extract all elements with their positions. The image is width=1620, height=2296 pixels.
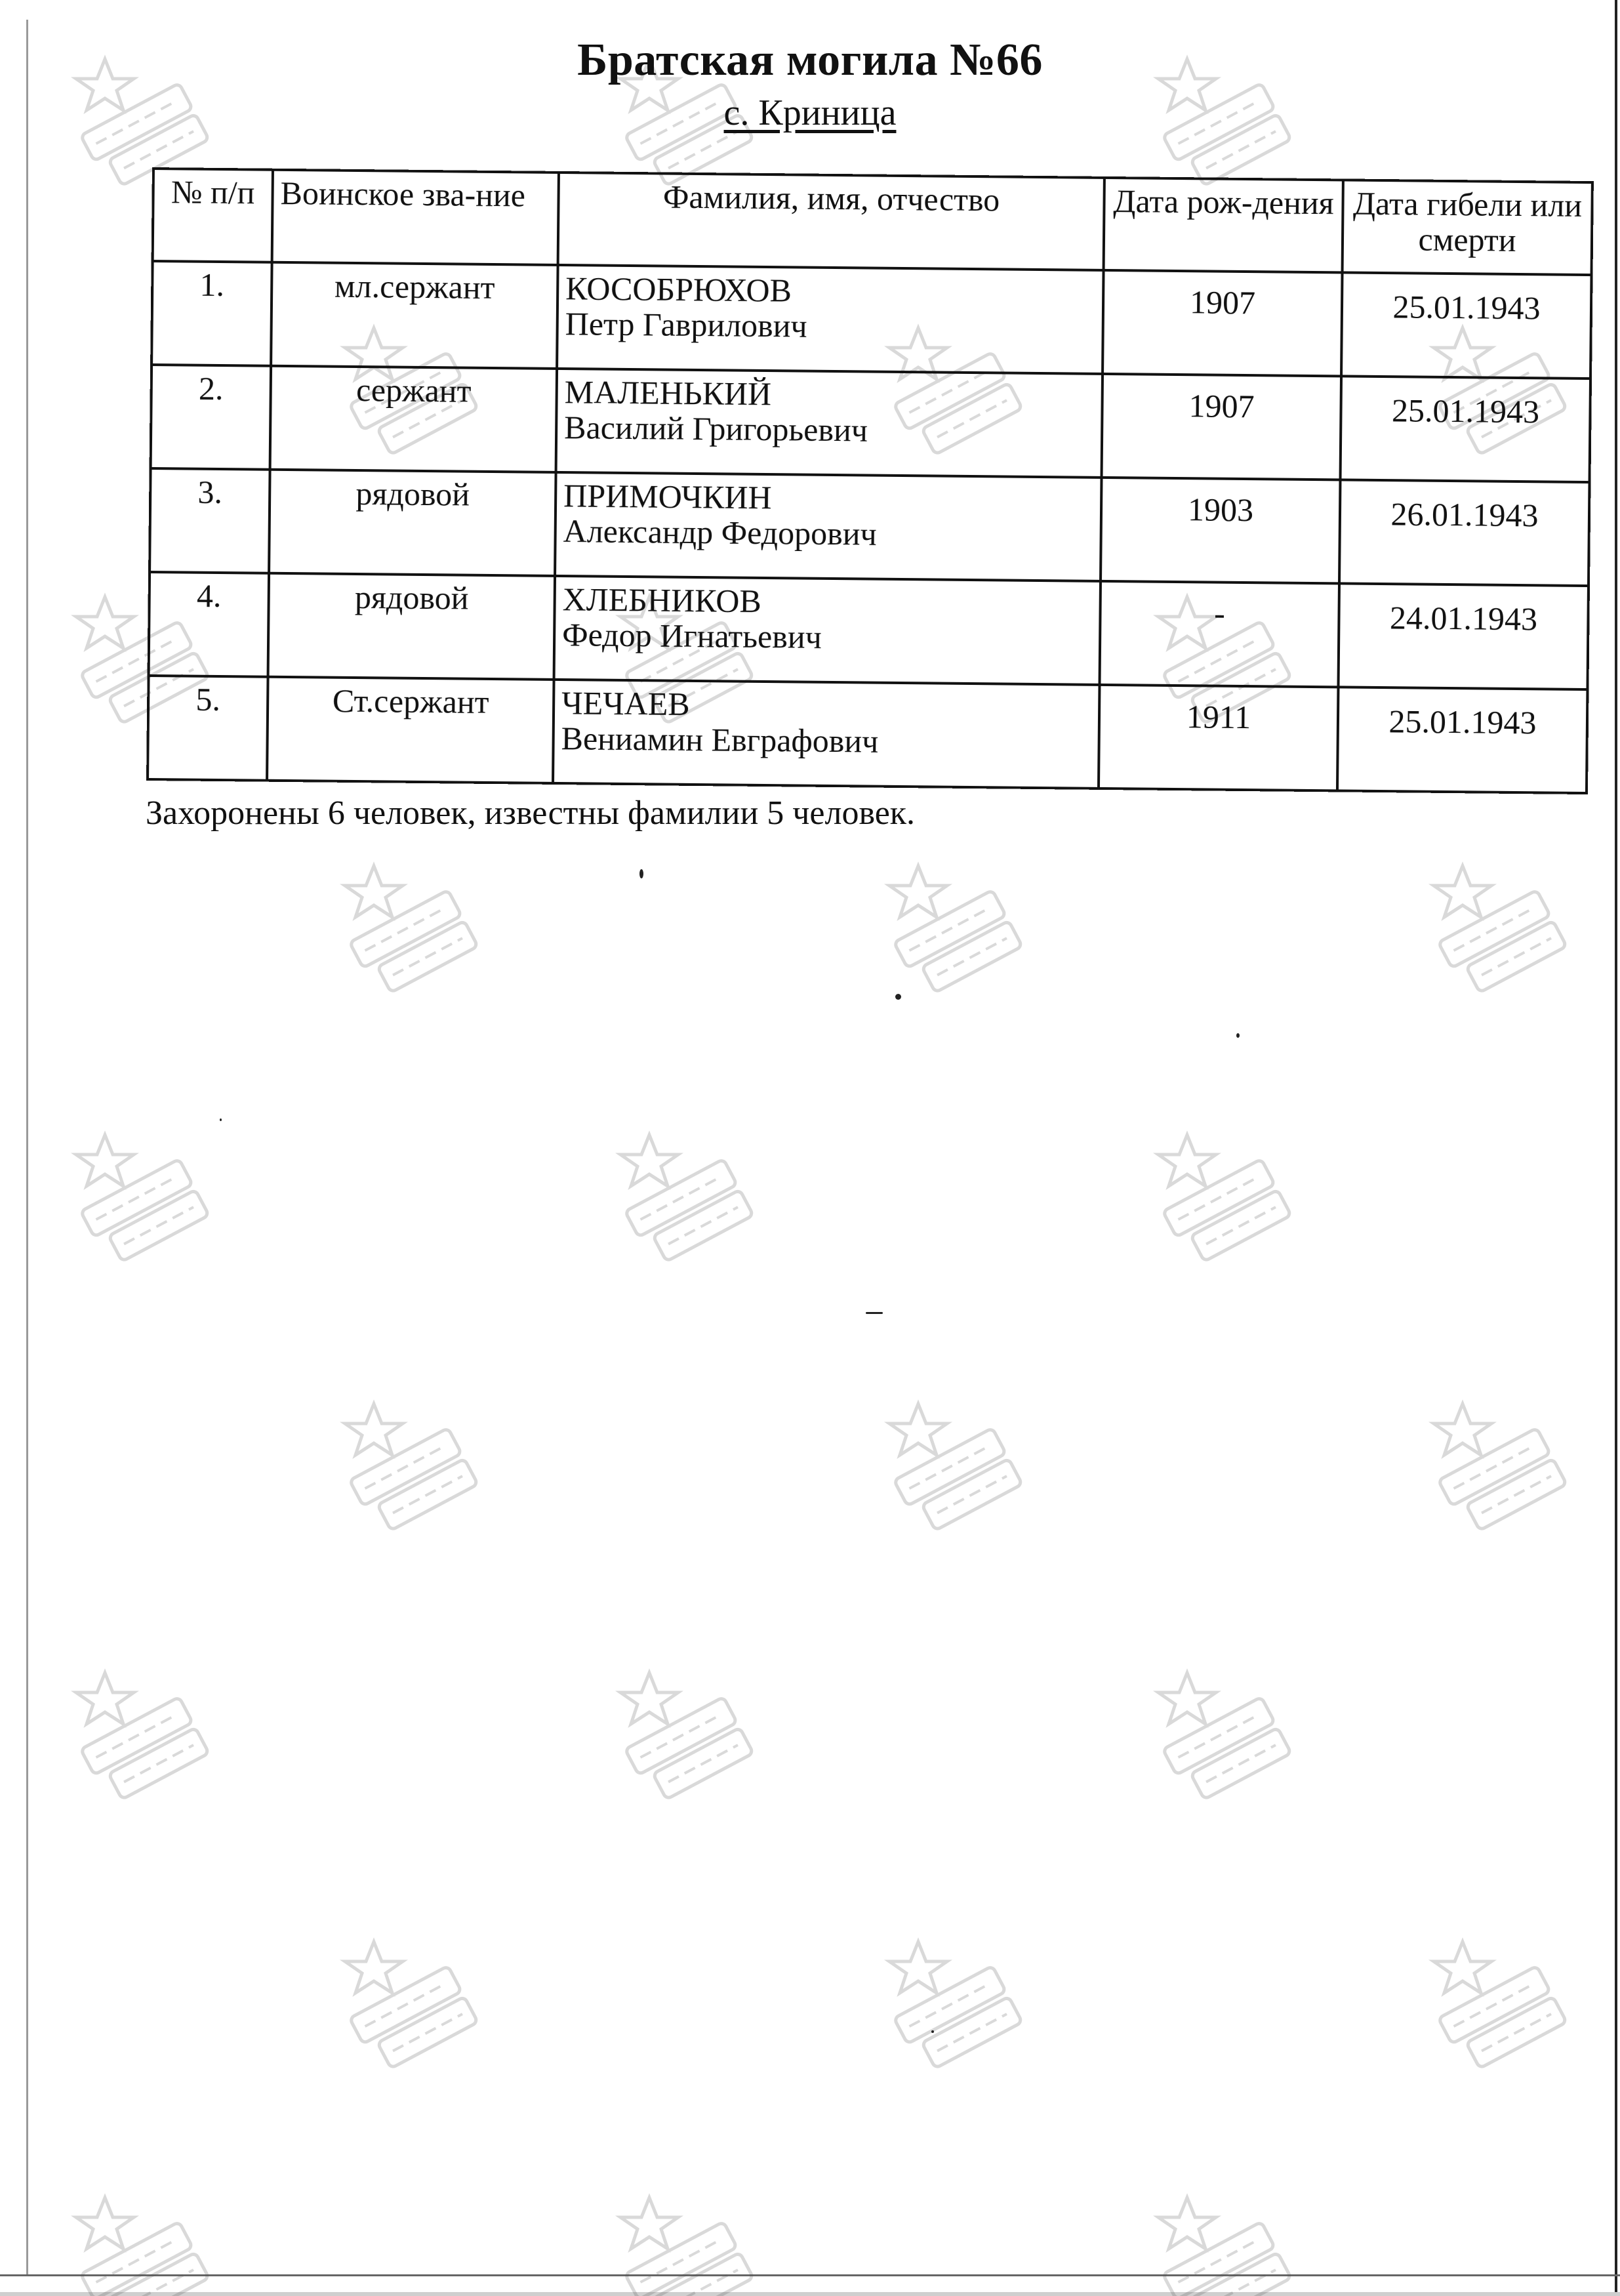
scan-speck: [931, 2030, 934, 2033]
location-subtitle: [0, 92, 1620, 134]
row-name: [555, 472, 1101, 581]
row-birth: -: [1099, 581, 1339, 687]
header-death: Дата гибели или смерти: [1343, 180, 1592, 275]
row-given-names: Александр Федорович: [563, 512, 877, 552]
row-surname: КОСОБРЮХОВ: [565, 270, 792, 309]
scan-edge-left: [26, 20, 28, 2276]
header-birth: Дата рож-дения: [1104, 178, 1343, 272]
row-given-names: Вениамин Евграфович: [561, 720, 879, 760]
row-death: 25.01.1943: [1337, 687, 1587, 793]
scan-edge-bottom-shade: [0, 2292, 1620, 2296]
row-given-names: Петр Гаврилович: [565, 305, 807, 344]
row-name: [553, 680, 1099, 789]
row-name: [554, 576, 1101, 685]
scan-speck: [1236, 1033, 1240, 1038]
row-given-names: Федор Игнатьевич: [561, 616, 822, 655]
scan-speck: [895, 994, 901, 1000]
row-birth: 1907: [1103, 270, 1343, 376]
header-rank: Воинское зва-ние: [272, 170, 559, 265]
row-rank: рядовой: [269, 470, 556, 576]
row-birth: 1911: [1099, 685, 1338, 790]
row-birth: 1907: [1102, 374, 1341, 480]
row-given-names: Василий Григорьевич: [563, 409, 868, 449]
scan-speck: [220, 1118, 222, 1121]
row-name: [556, 369, 1103, 478]
row-death: 25.01.1943: [1341, 376, 1590, 482]
table-row: [152, 261, 1591, 379]
page-title: Братская могила №66: [577, 35, 1043, 85]
row-surname: МАЛЕНЬКИЙ: [564, 373, 772, 413]
row-rank: Ст.сержант: [267, 677, 554, 783]
row-rank: мл.сержант: [271, 262, 557, 369]
row-death: 26.01.1943: [1339, 480, 1589, 586]
scan-speck: [866, 1312, 883, 1314]
row-num: 5.: [148, 676, 268, 781]
row-death: 24.01.1943: [1338, 583, 1588, 689]
row-surname: ХЛЕБНИКОВ: [562, 581, 762, 619]
row-surname: ЧЕЧАЕВ: [561, 684, 691, 722]
row-num: 1.: [152, 261, 272, 366]
scan-edge-bottom: [0, 2274, 1620, 2276]
table-row: [150, 468, 1589, 586]
row-num: 2.: [151, 365, 272, 470]
location-text: с. Криница: [723, 92, 897, 133]
scan-speck: [639, 869, 643, 878]
row-num: 4.: [149, 572, 270, 677]
scan-edge-right: [1615, 0, 1617, 2296]
burial-summary-note: Захоронены 6 человек, известны фамилии 5 человек.: [146, 794, 916, 832]
table-row: [151, 365, 1590, 482]
header-name: Фамилия, имя, отчество: [558, 173, 1104, 270]
table-row: [148, 676, 1587, 793]
row-birth: 1903: [1101, 478, 1341, 583]
burial-table: [146, 167, 1594, 794]
row-name: [557, 265, 1103, 374]
burial-table-wrapper: [146, 167, 1583, 794]
table-row: [149, 572, 1589, 689]
row-surname: ПРИМОЧКИН: [563, 477, 772, 516]
row-rank: рядовой: [268, 573, 555, 680]
row-rank: сержант: [270, 366, 557, 472]
row-death: 25.01.1943: [1341, 272, 1591, 379]
header-num: № п/п: [153, 169, 273, 262]
table-header-row: [153, 169, 1592, 275]
row-num: 3.: [150, 468, 270, 573]
